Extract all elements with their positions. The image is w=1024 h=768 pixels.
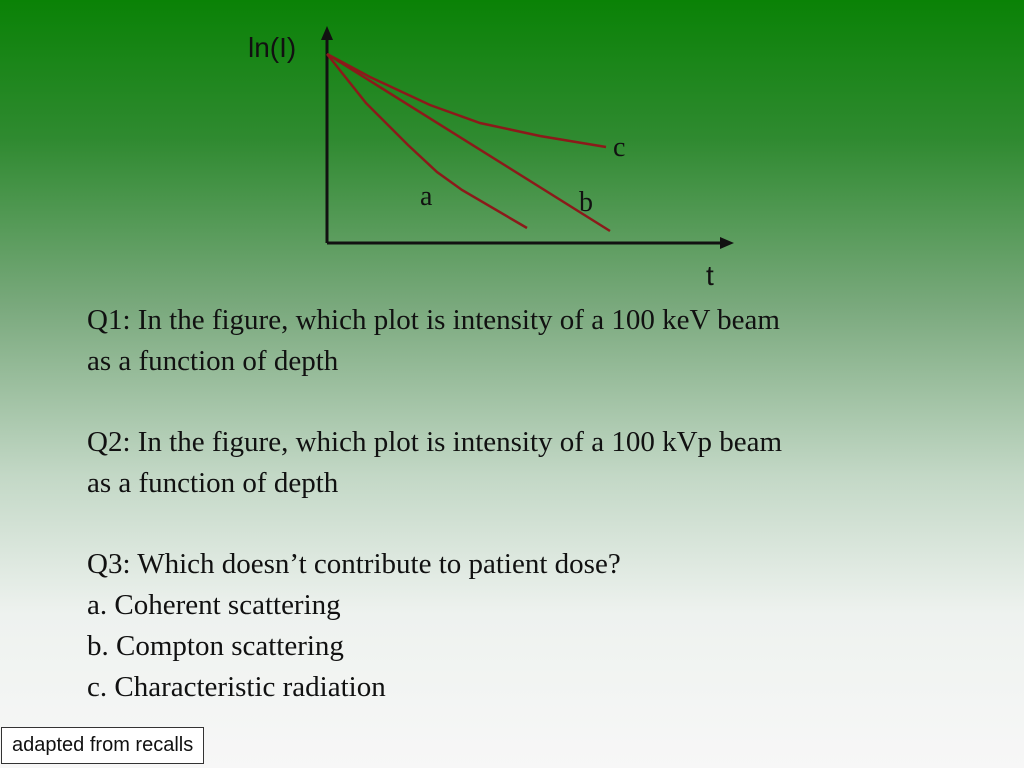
curve-c	[327, 54, 606, 147]
question-2-line-2: as a function of depth	[87, 467, 339, 499]
question-3-option-a: a. Coherent scattering	[87, 589, 341, 621]
question-3	[87, 544, 967, 708]
curve-a-label: a	[420, 181, 433, 212]
question-3-option-c: c. Characteristic radiation	[87, 671, 386, 703]
question-1	[87, 300, 967, 382]
curve-c-label: c	[613, 132, 626, 163]
x-axis-arrow	[720, 237, 734, 249]
question-2	[87, 422, 967, 504]
x-axis-label: t	[706, 260, 714, 291]
question-1-line-2: as a function of depth	[87, 345, 339, 377]
curve-b-label: b	[579, 187, 593, 218]
question-3-stem: Q3: Which doesn’t contribute to patient dose?	[87, 548, 621, 580]
questions-area	[87, 300, 967, 748]
attenuation-graph	[0, 0, 1024, 300]
question-3-option-b: b. Compton scattering	[87, 630, 344, 662]
y-axis-arrow	[321, 26, 333, 40]
curve-b	[327, 54, 610, 231]
question-2-line-1: Q2: In the figure, which plot is intensity of a 100 kVp beam	[87, 426, 783, 458]
question-1-line-1: Q1: In the figure, which plot is intensity of a 100 keV beam	[87, 304, 780, 336]
credit-note: adapted from recalls	[1, 727, 204, 764]
y-axis-label: ln(I)	[248, 32, 297, 63]
